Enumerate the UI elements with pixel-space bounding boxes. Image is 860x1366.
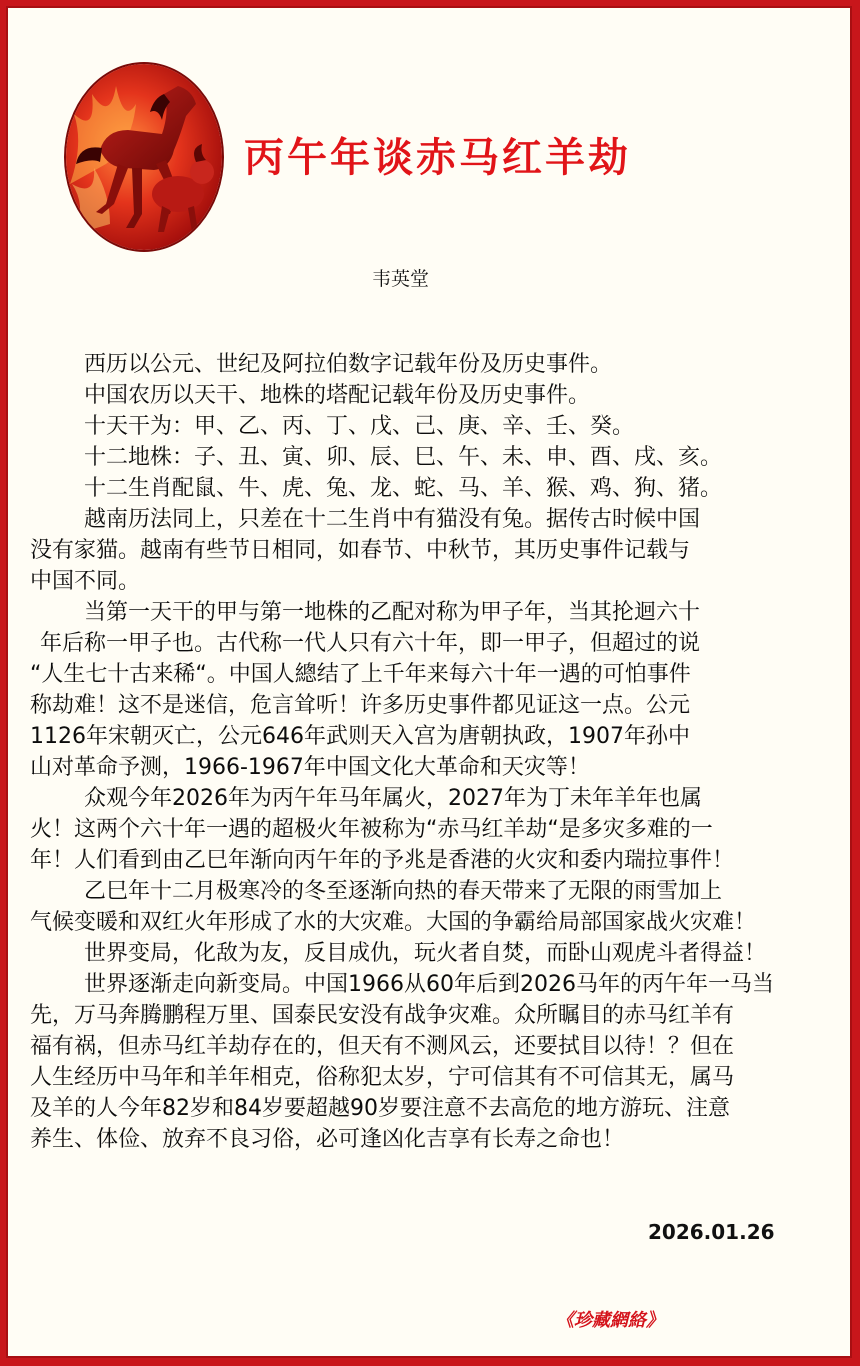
body-line: 人生经历中马年和羊年相克，俗称犯太岁，宁可信其有不可信其无，属马 — [30, 1065, 735, 1090]
body-line: 乙巳年十二月极寒冷的冬至逐渐向热的春天带来了无限的雨雪加上 — [84, 879, 723, 904]
body-line: 气候变暖和双红火年形成了水的大灾难。大国的争霸给局部国家战火灾难！ — [30, 910, 757, 935]
article-page — [6, 6, 852, 1358]
body-line: 中国农历以天干、地株的塔配记载年份及历史事件。 — [84, 383, 591, 408]
body-line: 十天干为：甲、乙、丙、丁、戊、己、庚、辛、壬、癸。 — [84, 414, 635, 439]
body-line: 没有家猫。越南有些节日相同，如春节、中秋节，其历史事件记载与 — [30, 538, 691, 563]
red-horse-and-goat-icon — [66, 64, 222, 250]
body-line: 西历以公元、世纪及阿拉伯数字记载年份及历史事件。 — [84, 352, 613, 377]
body-line: 及羊的人今年82岁和84岁要超越90岁要注意不去高危的地方游玩、注意 — [30, 1096, 730, 1121]
body-line: 福有祸，但赤马红羊劫存在的，但天有不测风云，还要拭目以待！？但在 — [30, 1034, 735, 1059]
body-line: 世界变局，化敌为友，反目成仇，玩火者自焚，而卧山观虎斗者得益！ — [84, 941, 767, 966]
body-line: 当第一天干的甲与第一地株的乙配对称为甲子年，当其抡迴六十 — [84, 600, 701, 625]
body-line: 年后称一甲子也。古代称一代人只有六十年，即一甲子，但超过的说 — [40, 631, 701, 656]
body-line: 十二生肖配鼠、牛、虎、兔、龙、蛇、马、羊、猴、鸡、狗、猪。 — [84, 476, 723, 501]
body-line: 养生、体俭、放弃不良习俗，必可逢凶化吉享有长寿之命也！ — [30, 1127, 625, 1152]
collection-seal: 《珍藏網絡》 — [556, 1310, 664, 1331]
body-line: 年！人们看到由乙巳年渐向丙午年的予兆是香港的火灾和委内瑞拉事件！ — [30, 848, 735, 873]
article-title: 丙午年谈赤马红羊劫 — [244, 134, 631, 181]
body-line: 十二地株：子、丑、寅、卯、辰、巳、午、未、申、酉、戌、亥。 — [84, 445, 723, 470]
body-line: 越南历法同上，只差在十二生肖中有猫没有兔。据传古时候中国 — [84, 507, 701, 532]
body-line: 1126年宋朝灭亡，公元646年武则天入宫为唐朝执政，1907年孙中 — [30, 724, 690, 749]
article-date: 2026.01.26 — [648, 1220, 775, 1244]
body-line: 中国不同。 — [30, 569, 141, 594]
body-line: 先，万马奔腾鹏程万里、国泰民安没有战争灾难。众所瞩目的赤马红羊有 — [30, 1003, 735, 1028]
body-line: 称劫难！这不是迷信，危言耸听！许多历史事件都见证这一点。公元 — [30, 693, 691, 718]
body-line: 火！这两个六十年一遇的超极火年被称为“赤马红羊劫“是多灾多难的一 — [30, 817, 713, 842]
body-line: 山对革命予测，1966-1967年中国文化大革命和天灾等！ — [30, 755, 590, 780]
author-name: 韦英堂 — [372, 268, 430, 290]
body-line: 众观今年2026年为丙午年马年属火，2027年为丁未年羊年也属 — [84, 786, 702, 811]
body-line: “人生七十古来稀“。中国人總结了上千年来每六十年一遇的可怕事件 — [30, 662, 691, 687]
body-line: 世界逐渐走向新变局。中国1966从60年后到2026马年的丙午年一马当 — [84, 972, 774, 997]
horse-goat-medallion-image — [66, 64, 222, 250]
